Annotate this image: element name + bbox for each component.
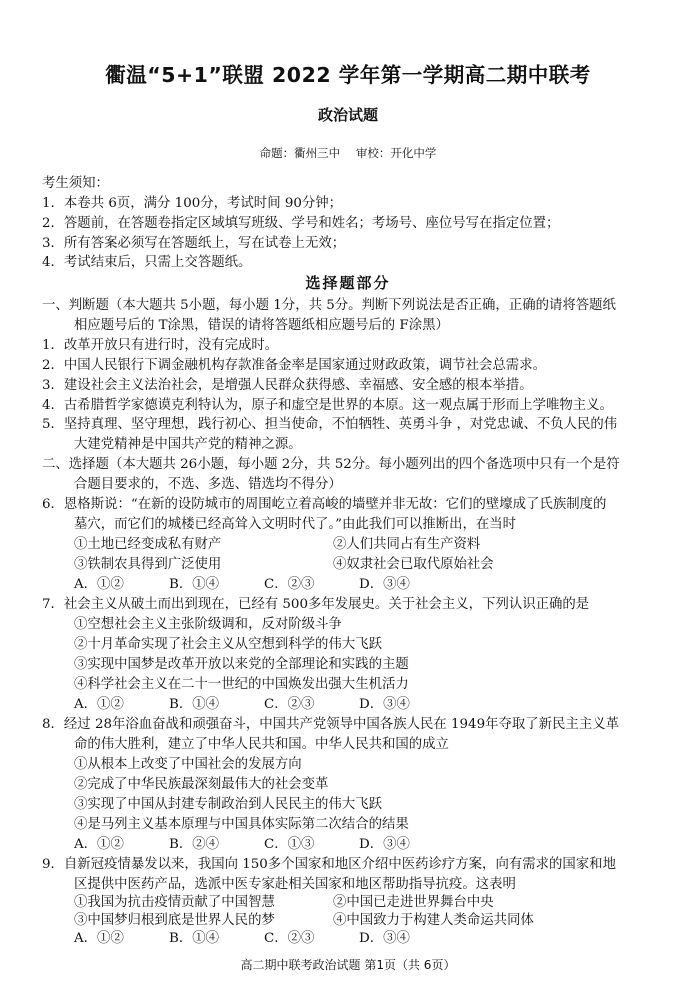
option-c: C．②③ — [264, 697, 315, 712]
option-d: D．③④ — [359, 931, 410, 946]
option-b: B．①④ — [169, 697, 220, 712]
author-reviewer: 审校：开化中学 — [355, 146, 437, 160]
part2-heading: 二、选择题（本大题共 26小题，每小题 2分，共 52分。每小题列出的四个备选项中只有一个是符 — [42, 457, 620, 472]
q8-statement-1: ①从根本上改变了中国社会的发展方向 — [74, 757, 302, 772]
option-c: C．②③ — [264, 931, 315, 946]
part1-heading-cont: 相应题号后的 T涂黑，错误的请将答题纸相应题号后的 F涂黑） — [74, 318, 449, 333]
option-d: D．③④ — [359, 577, 410, 592]
option-a: A．①② — [74, 837, 124, 852]
question-2: 2．中国人民银行下调金融机构存款准备金率是国家通过财政政策，调节社会总需求。 — [42, 358, 546, 373]
q7-statement-2: ②十月革命实现了社会主义从空想到科学的伟大飞跃 — [74, 637, 382, 652]
question-7-stem: 7．社会主义从破土而出到现在，已经有 500多年发展史。关于社会主义，下列认识正确的是 — [42, 597, 590, 612]
option-a: A．①② — [74, 697, 124, 712]
notice-heading: 考生须知： — [42, 176, 109, 191]
question-6-stem: 6．恩格斯说：“在新的设防城市的周围屹立着高峻的墙壁并非无故：它们的壁壕成了氏族制度的 — [42, 497, 607, 512]
question-5-cont: 大建党精神是中国共产党的精神之源。 — [74, 437, 302, 452]
option-c: C．②③ — [264, 577, 315, 592]
section-title: 选择题部分 — [305, 274, 391, 292]
option-c: C．①③ — [264, 837, 315, 852]
q9-statement-3: ③中国梦归根到底是世界人民的梦 — [74, 913, 275, 928]
option-d: D．③④ — [359, 697, 410, 712]
q8-statement-4: ④是马列主义基本原理与中国具体实际第二次结合的结果 — [74, 817, 409, 832]
authors-line — [0, 145, 696, 161]
q9-statement-2: ②中国已走进世界舞台中央 — [333, 895, 494, 910]
page-subtitle: 政治试题 — [317, 106, 378, 124]
q8-options — [74, 835, 454, 855]
option-b: B．①④ — [169, 577, 220, 592]
option-b: B．①④ — [169, 931, 220, 946]
notice-item: 1．本卷共 6页，满分 100分，考试时间 90分钟； — [42, 196, 343, 211]
q7-statement-3: ③实现中国梦是改革开放以来党的全部理论和实践的主题 — [74, 657, 409, 672]
q7-statement-1: ①空想社会主义主张阶级调和，反对阶级斗争 — [74, 617, 342, 632]
author-setter: 命题：衢州三中 — [259, 146, 341, 160]
notice-item: 3．所有答案必须写在答题纸上，写在试卷上无效； — [42, 236, 346, 251]
part1-heading: 一、判断题（本大题共 5小题，每小题 1分，共 5分。判断下列说法是否正确，正确的请将答题纸 — [42, 298, 616, 313]
question-6-stem-cont: 墓穴，而它们的城楼已经高耸入文明时代了。”由此我们可以推断出，在当时 — [74, 517, 517, 532]
question-8-stem: 8．经过 28年浴血奋战和顽强奋斗，中国共产党领导中国各族人民在 1949年夺取了新民主主义革 — [42, 717, 619, 732]
q8-statement-2: ②完成了中华民族最深刻最伟大的社会变革 — [74, 777, 329, 792]
option-b: B．②④ — [169, 837, 220, 852]
page-title: 衢温“5+1”联盟 2022 学年第一学期高二期中联考 — [105, 63, 591, 87]
question-4: 4．古希腊哲学家德谟克利特认为，原子和虚空是世界的本原。这一观点属于形而上学唯物主义。 — [42, 398, 613, 413]
part2-heading-cont: 合题目要求的，不选、多选、错选均不得分） — [74, 477, 342, 492]
option-a: A．①② — [74, 931, 124, 946]
page-footer: 高二期中联考政治试题 第1页（共 6页） — [240, 958, 456, 972]
q7-options — [74, 695, 454, 715]
notice-item: 2．答题前，在答题卷指定区域填写班级、学号和姓名；考场号、座位号写在指定位置； — [42, 216, 560, 231]
question-5: 5．坚持真理、坚守理想，践行初心、担当使命，不怕牺牲、英勇斗争 ，对党忠诚、不负人民的伟 — [42, 417, 618, 432]
q9-options — [74, 929, 454, 949]
question-9-stem: 9．自新冠疫情暴发以来，我国向 150多个国家和地区介绍中医药诊疗方案，向有需求的国家和地 — [42, 857, 616, 872]
q6-options — [74, 575, 454, 595]
q9-statement-1: ①我国为抗击疫情贡献了中国智慧 — [74, 895, 275, 910]
notice-item: 4．考试结束后，只需上交答题纸。 — [42, 255, 252, 270]
q6-statement-3: ③铁制农具得到广泛使用 — [74, 557, 222, 572]
q6-statement-2: ②人们共同占有生产资料 — [333, 537, 481, 552]
q7-statement-4: ④科学社会主义在二十一世纪的中国焕发出强大生机活力 — [74, 677, 409, 692]
q9-statement-4: ④中国致力于构建人类命运共同体 — [333, 913, 534, 928]
option-d: D．③④ — [359, 837, 410, 852]
q6-statement-4: ④奴隶社会已取代原始社会 — [333, 557, 494, 572]
option-a: A．①② — [74, 577, 124, 592]
q8-statement-3: ③实现了中国从封建专制政治到人民民主的伟大飞跃 — [74, 797, 382, 812]
question-1: 1．改革开放只有进行时，没有完成时。 — [42, 338, 279, 353]
question-8-stem-cont: 命的伟大胜利，建立了中华人民共和国。中华人民共和国的成立 — [74, 737, 449, 752]
q6-statement-1: ①土地已经变成私有财产 — [74, 537, 222, 552]
question-9-stem-cont: 区提供中医药产品，选派中医专家赴相关国家和地区帮助指导抗疫。这表明 — [74, 877, 516, 892]
question-3: 3．建设社会主义法治社会，是增强人民群众获得感、幸福感、安全感的根本举措。 — [42, 378, 533, 393]
